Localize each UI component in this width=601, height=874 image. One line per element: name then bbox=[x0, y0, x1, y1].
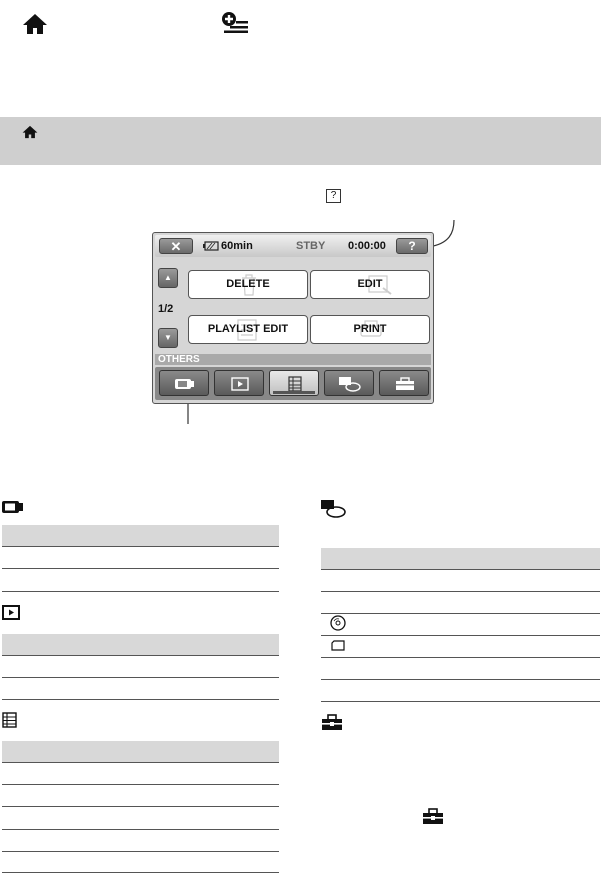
table-row bbox=[2, 568, 279, 569]
media-manage-category-tab[interactable] bbox=[324, 370, 374, 396]
home-icon bbox=[22, 125, 38, 139]
table-row bbox=[2, 655, 279, 656]
media-table-header bbox=[321, 548, 600, 569]
battery-remaining: 60min bbox=[221, 240, 253, 252]
settings-inline-icon bbox=[422, 808, 444, 825]
page-down-button[interactable]: ▼ bbox=[158, 328, 178, 348]
settings-category-icon bbox=[321, 714, 343, 731]
edit-button[interactable]: EDIT bbox=[310, 270, 430, 299]
table-row bbox=[2, 591, 279, 592]
playlist-edit-button[interactable]: PLAYLIST EDIT bbox=[188, 315, 308, 344]
timecode: 0:00:00 bbox=[348, 240, 386, 252]
memory-card-icon bbox=[331, 640, 345, 651]
table-row bbox=[2, 677, 279, 678]
table-row bbox=[2, 872, 279, 873]
status-bar bbox=[155, 235, 431, 257]
category-tab-bar bbox=[155, 367, 431, 400]
others-table-header bbox=[2, 741, 279, 762]
home-icon bbox=[22, 13, 48, 35]
table-row bbox=[321, 701, 600, 702]
dvd-disc-icon bbox=[330, 615, 346, 631]
section-header-band bbox=[0, 117, 601, 165]
table-row bbox=[321, 635, 600, 636]
playback-table-header bbox=[2, 634, 279, 655]
playback-category-icon bbox=[2, 605, 20, 620]
table-row bbox=[2, 762, 279, 763]
recording-status: STBY bbox=[296, 240, 326, 252]
table-row bbox=[321, 657, 600, 658]
camera-category-tab[interactable] bbox=[159, 370, 209, 396]
others-category-tab[interactable] bbox=[269, 370, 319, 396]
help-symbol-box: ? bbox=[326, 189, 341, 203]
table-row bbox=[2, 829, 279, 830]
table-row bbox=[2, 546, 279, 547]
page-indicator: 1/2 bbox=[158, 303, 174, 315]
settings-category-tab[interactable] bbox=[379, 370, 429, 396]
table-row bbox=[2, 806, 279, 807]
playback-category-tab[interactable] bbox=[214, 370, 264, 396]
close-button[interactable]: ✕ bbox=[159, 238, 193, 254]
camera-table-header bbox=[2, 525, 279, 546]
table-row bbox=[2, 699, 279, 700]
page-up-button[interactable]: ▲ bbox=[158, 268, 178, 288]
category-label: OTHERS bbox=[155, 354, 431, 365]
option-menu-icon bbox=[221, 11, 249, 33]
battery-icon bbox=[203, 241, 219, 251]
media-manage-category-icon bbox=[321, 500, 347, 518]
delete-button[interactable]: DELETE bbox=[188, 270, 308, 299]
table-row bbox=[2, 851, 279, 852]
table-row bbox=[321, 569, 600, 570]
print-button[interactable]: PRINT bbox=[310, 315, 430, 344]
camera-category-icon bbox=[2, 500, 24, 514]
help-button[interactable]: ? bbox=[396, 238, 428, 254]
lcd-screen bbox=[152, 232, 434, 404]
table-row bbox=[321, 613, 600, 614]
table-row bbox=[321, 679, 600, 680]
table-row bbox=[321, 591, 600, 592]
others-category-icon bbox=[2, 712, 17, 728]
table-row bbox=[2, 784, 279, 785]
